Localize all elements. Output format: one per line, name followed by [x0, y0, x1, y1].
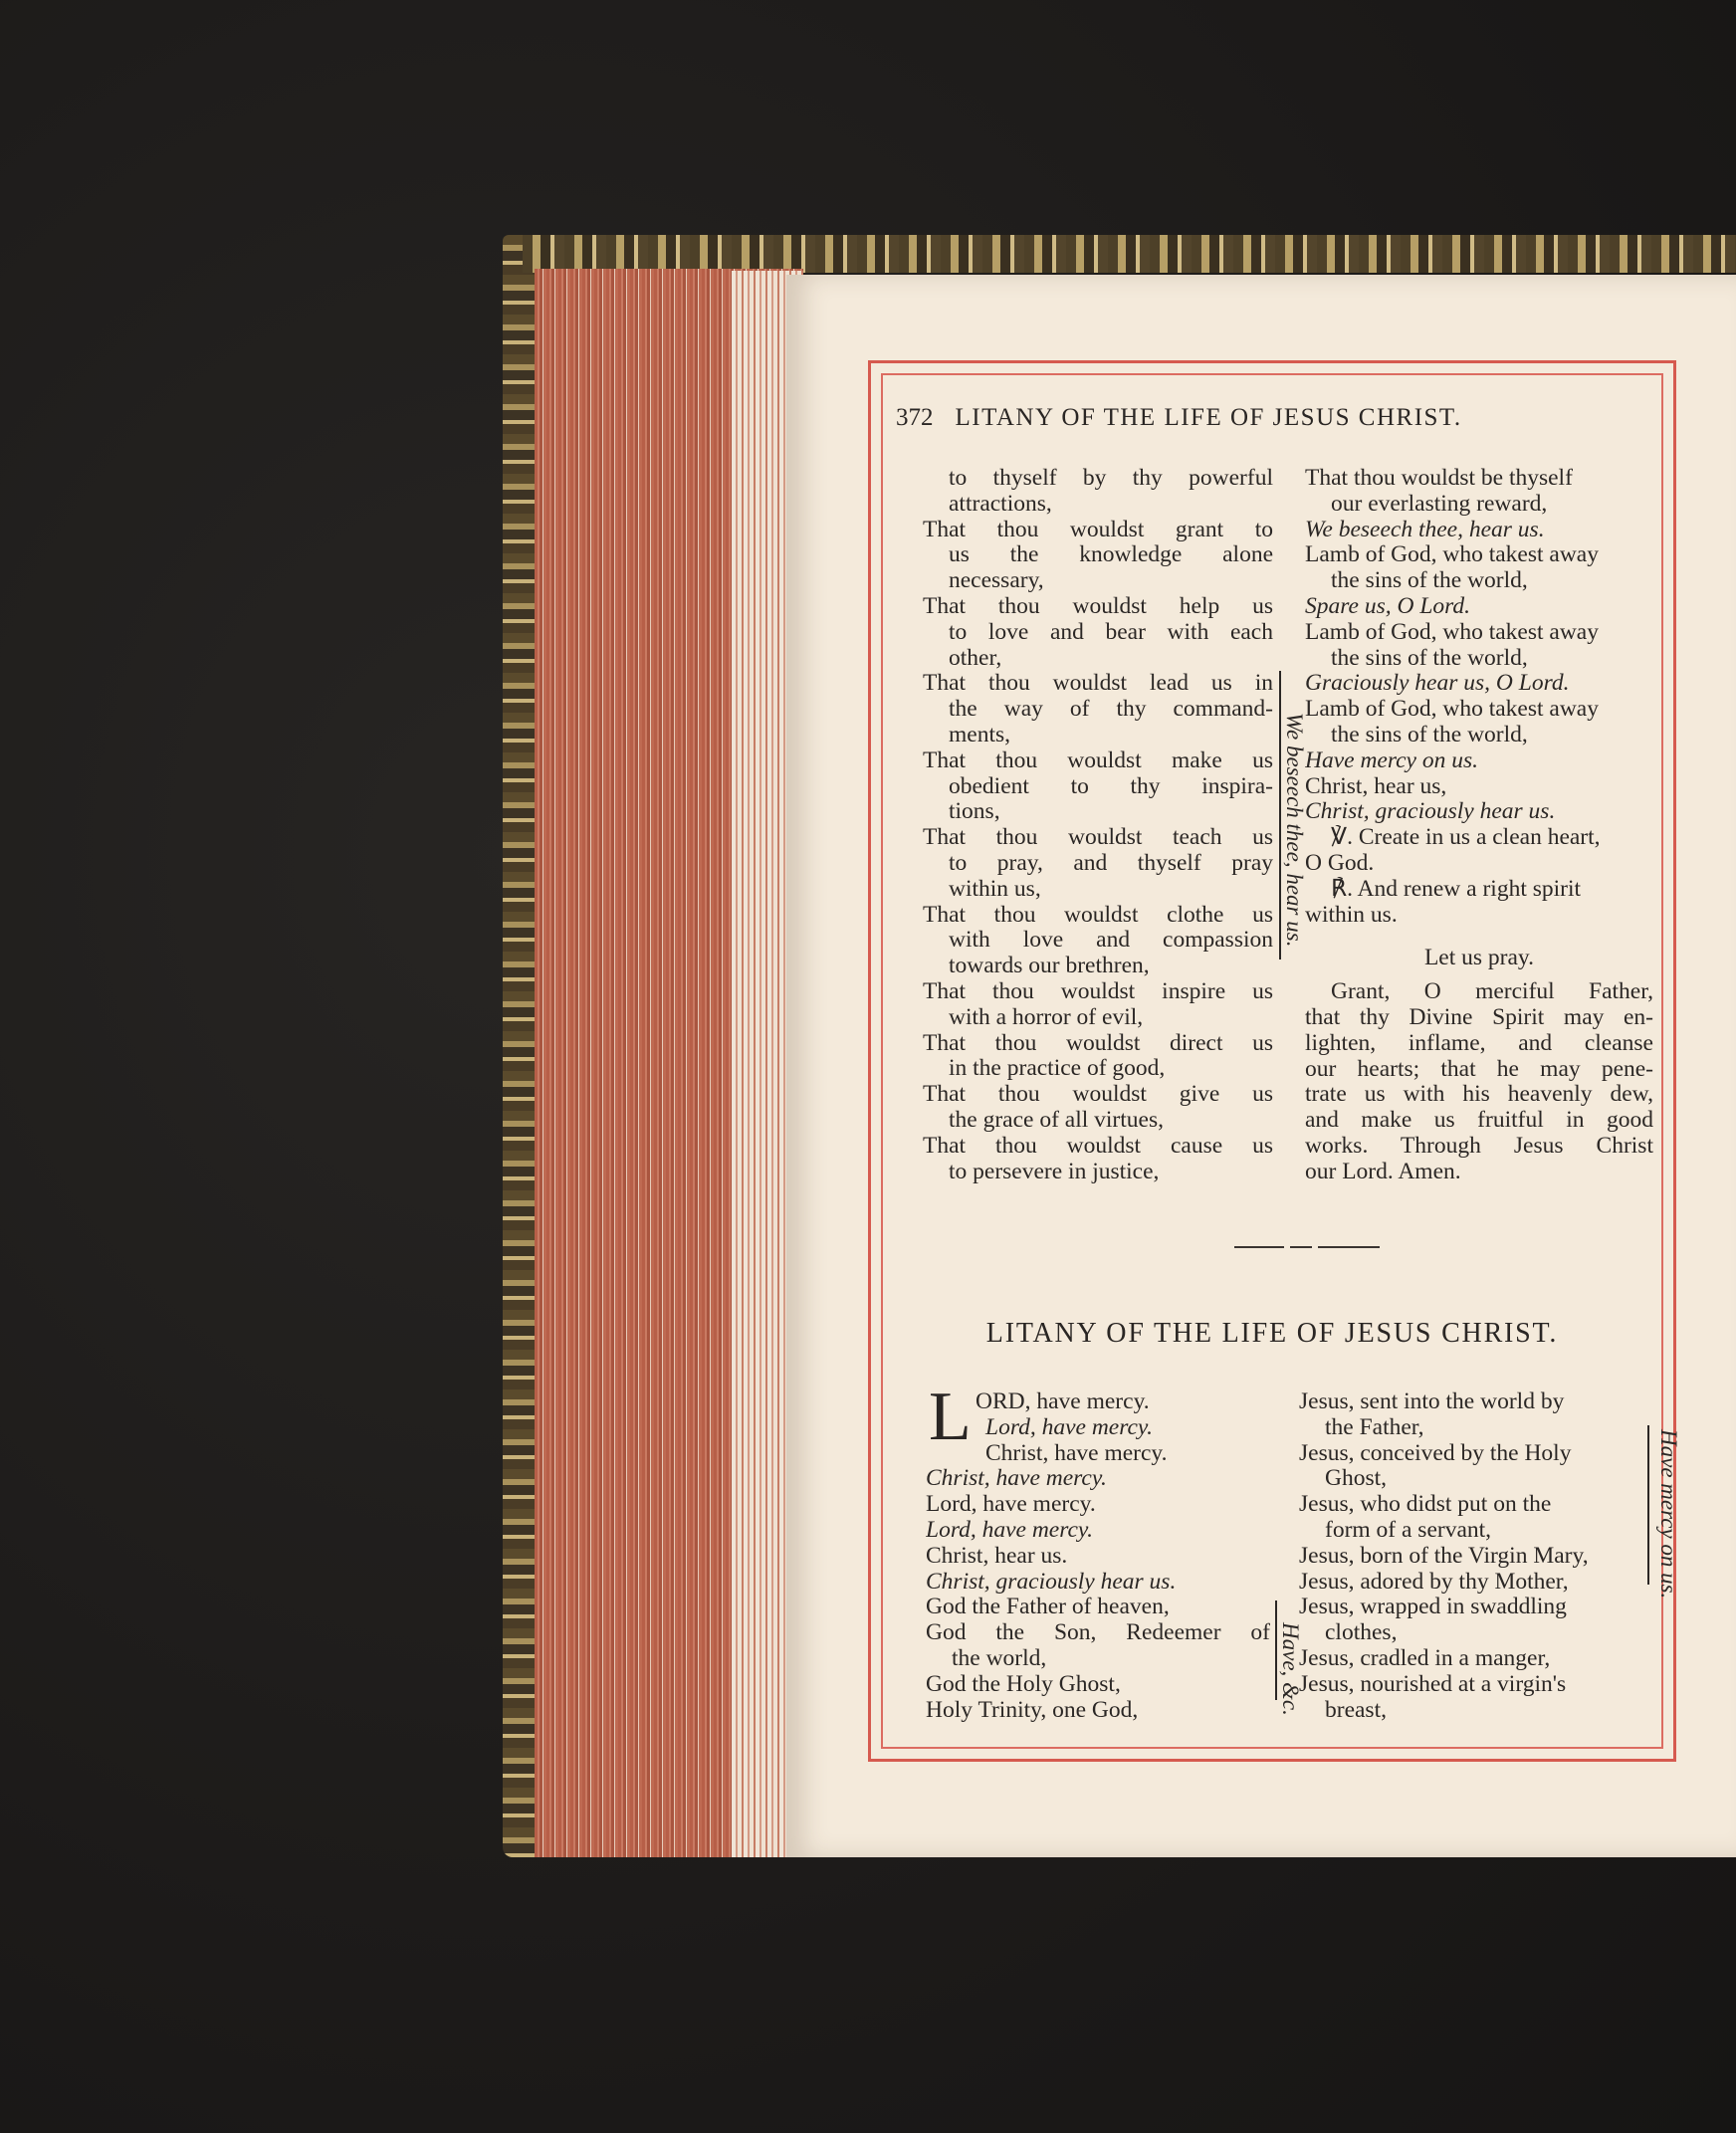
text-line: attractions,: [949, 491, 1052, 517]
text-line: O God.: [1305, 850, 1375, 876]
text-line: That thou wouldst make us: [923, 747, 1273, 773]
text-line: That thou wouldst inspire us: [923, 978, 1273, 1004]
text-line: to thyself by thy powerful: [949, 466, 1273, 491]
spacer: [1305, 971, 1653, 979]
running-head: [896, 404, 1652, 434]
response-line: Spare us, O Lord.: [1305, 593, 1471, 619]
open-book: [503, 235, 1736, 1857]
response-line: Christ, graciously hear us.: [926, 1569, 1177, 1595]
section-divider: [1234, 1246, 1380, 1248]
text-line: other,: [949, 645, 1002, 671]
text-line: That thou wouldst cause us: [923, 1133, 1273, 1159]
text-line: form of a servant,: [1325, 1517, 1492, 1543]
prayer-line: our hearts; that he may pene-: [1305, 1056, 1653, 1082]
text-line: the world,: [952, 1645, 1047, 1671]
text-line: the sins of the world,: [1331, 645, 1528, 671]
text-line: the sins of the world,: [1331, 722, 1528, 747]
text-line: Jesus, nourished at a virgin's: [1299, 1671, 1567, 1697]
prayer-line: and make us fruitful in good: [1305, 1108, 1653, 1134]
text-line: tions,: [949, 799, 1000, 825]
response-line: ℟. And renew a right spirit: [1331, 876, 1582, 902]
text-line: God the Holy Ghost,: [926, 1671, 1121, 1697]
text-line: That thou wouldst grant to: [923, 517, 1273, 542]
response-line: Graciously hear us, O Lord.: [1305, 671, 1570, 697]
section-title: LITANY OF THE LIFE OF JESUS CHRIST.: [985, 1318, 1559, 1349]
page-number: 372: [896, 404, 934, 431]
text-line: That thou wouldst direct us: [923, 1030, 1273, 1056]
text-line: That thou wouldst be thyself: [1305, 466, 1573, 491]
text-line: to love and bear with each: [949, 619, 1273, 645]
text-line: our everlasting reward,: [1331, 491, 1548, 517]
text-line: Christ, hear us,: [1305, 773, 1447, 799]
response-line: Christ, graciously hear us.: [1305, 799, 1556, 825]
response-line: We beseech thee, hear us.: [1305, 517, 1545, 542]
litany-left-column: [926, 1379, 1270, 1723]
text-line: the grace of all virtues,: [949, 1107, 1164, 1133]
response-brace: [1647, 1425, 1655, 1585]
text-line: Jesus, wrapped in swaddling: [1299, 1595, 1567, 1620]
response-line: Lord, have mercy.: [985, 1414, 1153, 1440]
response-line: Christ, have mercy.: [926, 1466, 1107, 1492]
left-vertical-response: We beseech thee, hear us.: [1282, 713, 1307, 948]
left-column: [923, 466, 1273, 1184]
response-line: Lord, have mercy.: [926, 1517, 1093, 1543]
text-line: That thou wouldst give us: [923, 1082, 1273, 1108]
prayer-line: that thy Divine Spirit may en-: [1305, 1004, 1653, 1030]
text-line: God the Son, Redeemer of: [926, 1620, 1270, 1646]
text-line: Jesus, conceived by the Holy: [1299, 1440, 1572, 1466]
drop-cap: L: [929, 1379, 972, 1455]
text-line: That thou wouldst lead us in: [923, 671, 1273, 697]
prayer-heading: Let us pray.: [1423, 946, 1535, 971]
text-line: ments,: [949, 722, 1011, 747]
text-line: towards our brethren,: [949, 954, 1150, 979]
running-title: LITANY OF THE LIFE OF JESUS CHRIST.: [955, 404, 1462, 431]
prayer-line: Grant, O merciful Father,: [1331, 979, 1653, 1005]
text-line: Jesus, born of the Virgin Mary,: [1299, 1543, 1589, 1569]
text-line: Lord, have mercy.: [926, 1492, 1096, 1518]
text-line: Jesus, adored by thy Mother,: [1299, 1569, 1569, 1595]
text-line: That thou wouldst clothe us: [923, 902, 1273, 928]
text-line: Christ, hear us.: [926, 1543, 1068, 1569]
prayer-line: trate us with his heavenly dew,: [1305, 1082, 1653, 1108]
text-line: Jesus, who didst put on the: [1299, 1492, 1552, 1518]
prayer-line: our Lord. Amen.: [1305, 1159, 1461, 1184]
text-line: with a horror of evil,: [949, 1004, 1144, 1030]
text-line: Lamb of God, who takest away: [1305, 542, 1599, 568]
text-line: Ghost,: [1325, 1466, 1388, 1492]
text-line: God the Father of heaven,: [926, 1595, 1170, 1620]
text-line: Holy Trinity, one God,: [926, 1697, 1139, 1723]
text-line: obedient to thy inspira-: [949, 773, 1273, 799]
right-column: [1305, 466, 1653, 1185]
text-line: That thou wouldst help us: [923, 593, 1273, 619]
text-line: Lamb of God, who takest away: [1305, 619, 1599, 645]
text-line: with love and compassion: [949, 928, 1273, 954]
text-line: That thou wouldst teach us: [923, 825, 1273, 851]
text-line: necessary,: [949, 568, 1044, 594]
text-line: ORD, have mercy.: [976, 1389, 1150, 1414]
text-line: breast,: [1325, 1697, 1387, 1723]
text-line: us the knowledge alone: [949, 542, 1273, 568]
litany-left-vertical-response: Have, &c.: [1278, 1622, 1303, 1716]
text-line: within us,: [949, 876, 1041, 902]
prayer-line: lighten, inflame, and cleanse: [1305, 1030, 1653, 1056]
text-line: within us.: [1305, 902, 1398, 928]
text-line: in the practice of good,: [949, 1056, 1166, 1082]
text-line: Jesus, sent into the world by: [1299, 1389, 1565, 1414]
text-line: the sins of the world,: [1331, 568, 1528, 594]
text-line: Lamb of God, who takest away: [1305, 697, 1599, 723]
text-line: Jesus, cradled in a manger,: [1299, 1645, 1551, 1671]
text-line: the way of thy command-: [949, 697, 1273, 723]
gilt-top-edge: [523, 235, 1736, 273]
litany-right-column: [1299, 1389, 1645, 1723]
text-line: the Father,: [1325, 1414, 1424, 1440]
prayer-line: works. Through Jesus Christ: [1305, 1133, 1653, 1159]
text-line: to pray, and thyself pray: [949, 850, 1273, 876]
text-line: Christ, have mercy.: [985, 1440, 1168, 1466]
text-line: to persevere in justice,: [949, 1159, 1160, 1184]
versicle-line: ℣. Create in us a clean heart,: [1331, 825, 1601, 851]
spacer: [1305, 928, 1653, 946]
text-line: clothes,: [1325, 1620, 1398, 1646]
response-line: Have mercy on us.: [1305, 747, 1479, 773]
litany-right-vertical-response: Have mercy on us.: [1656, 1429, 1681, 1600]
